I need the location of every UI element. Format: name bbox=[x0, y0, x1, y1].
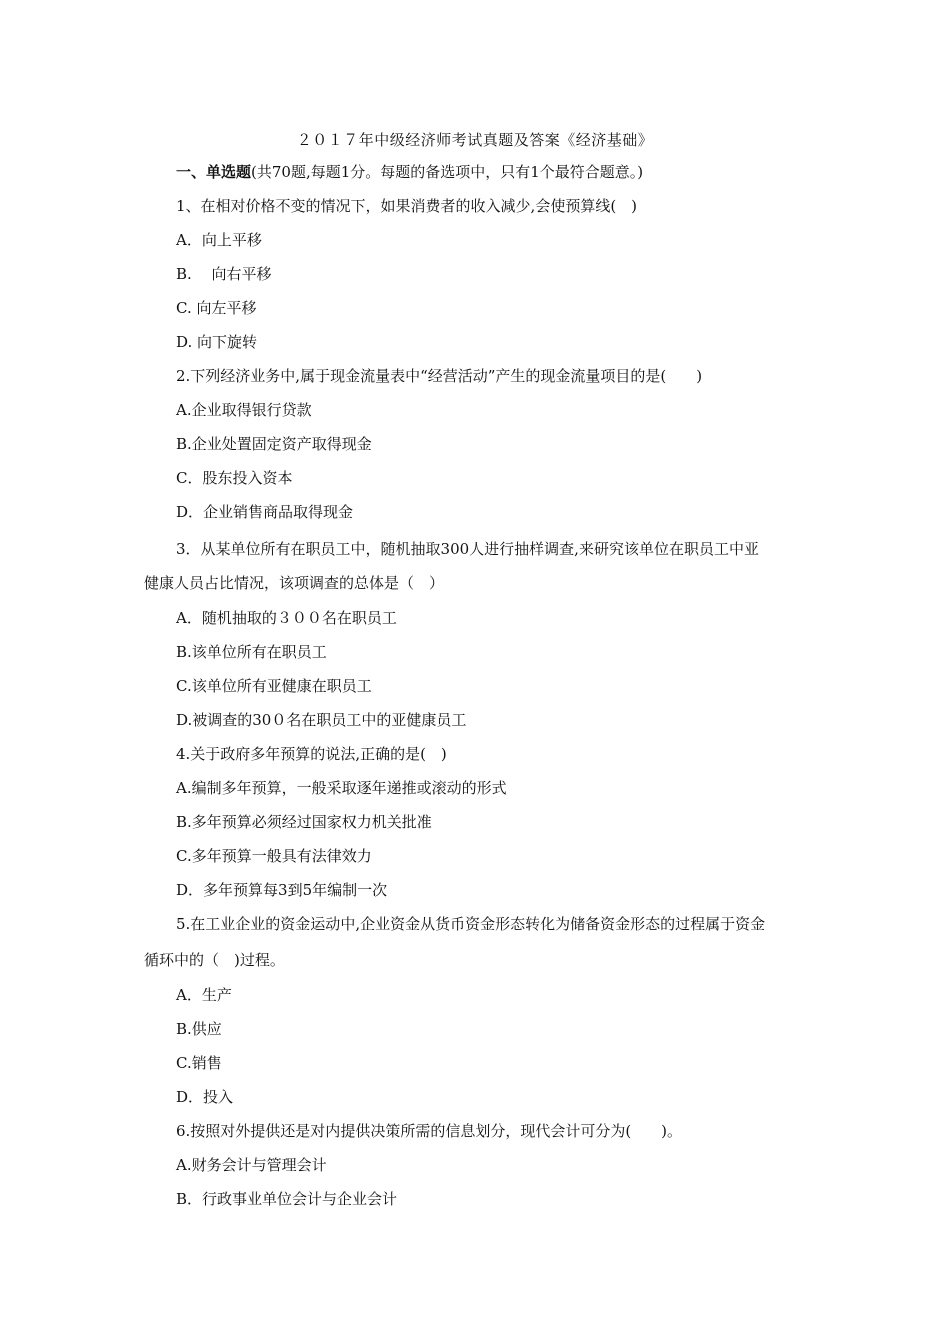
question-5-option-b: B.供应 bbox=[176, 1020, 222, 1038]
question-5-option-d: D．投入 bbox=[176, 1088, 234, 1106]
question-4-option-d: D．多年预算每3到5年编制一次 bbox=[176, 881, 388, 899]
question-4-option-a: A.编制多年预算，一般采取逐年递推或滚动的形式 bbox=[176, 779, 507, 797]
question-3: 3．从某单位所有在职员工中，随机抽取300人进行抽样调查,来研究该单位在职员工中亚 bbox=[176, 540, 759, 558]
question-3-option-b: B.该单位所有在职员工 bbox=[176, 643, 327, 661]
question-3-option-d: D.被调查的30０名在职员工中的亚健康员工 bbox=[176, 711, 467, 729]
section-heading bbox=[176, 162, 643, 182]
question-5-option-c: C.销售 bbox=[176, 1054, 222, 1072]
question-6-option-b: B．行政事业单位会计与企业会计 bbox=[176, 1190, 398, 1208]
question-4: 4.关于政府多年预算的说法,正确的是( ) bbox=[176, 745, 447, 763]
question-3-continued: 健康人员占比情况，该项调查的总体是（ ） bbox=[144, 574, 445, 592]
question-1-option-a: A．向上平移 bbox=[176, 231, 262, 249]
question-6: 6.按照对外提供还是对内提供决策所需的信息划分，现代会计可分为( )。 bbox=[176, 1122, 683, 1140]
question-2-option-c: C．股东投入资本 bbox=[176, 469, 293, 487]
section-heading-note: (共70题,每题1分。每题的备选项中，只有1个最符合题意。) bbox=[251, 163, 644, 181]
question-6-option-a: A.财务会计与管理会计 bbox=[176, 1156, 327, 1174]
question-4-option-c: C.多年预算一般具有法律效力 bbox=[176, 847, 372, 865]
question-4-option-b: B.多年预算必须经过国家权力机关批准 bbox=[176, 813, 432, 831]
question-2: 2.下列经济业务中,属于现金流量表中“经营活动”产生的现金流量项目的是( ) bbox=[176, 367, 703, 385]
question-2-option-a: A.企业取得银行贷款 bbox=[176, 401, 312, 419]
question-2-option-b: B.企业处置固定资产取得现金 bbox=[176, 435, 372, 453]
question-1-option-b: B. 向右平移 bbox=[176, 265, 272, 283]
question-3-option-a: A．随机抽取的３００名在职员工 bbox=[176, 609, 397, 627]
document-title: ２０１７年中级经济师考试真题及答案《经济基础》 bbox=[296, 131, 654, 149]
question-3-option-c: C.该单位所有亚健康在职员工 bbox=[176, 677, 372, 695]
question-2-option-d: D．企业销售商品取得现金 bbox=[176, 503, 354, 521]
question-5: 5.在工业企业的资金运动中,企业资金从货币资金形态转化为储备资金形态的过程属于资金 bbox=[176, 915, 766, 933]
question-5-option-a: A．生产 bbox=[176, 986, 232, 1004]
question-5-continued: 循环中的（ )过程。 bbox=[144, 951, 285, 969]
question-1: 1、在相对价格不变的情况下，如果消费者的收入减少,会使预算线( ) bbox=[176, 197, 638, 215]
question-1-option-c: C. 向左平移 bbox=[176, 299, 257, 317]
section-heading-label: 一、单选题 bbox=[176, 163, 252, 181]
question-1-option-d: D. 向下旋转 bbox=[176, 333, 258, 351]
